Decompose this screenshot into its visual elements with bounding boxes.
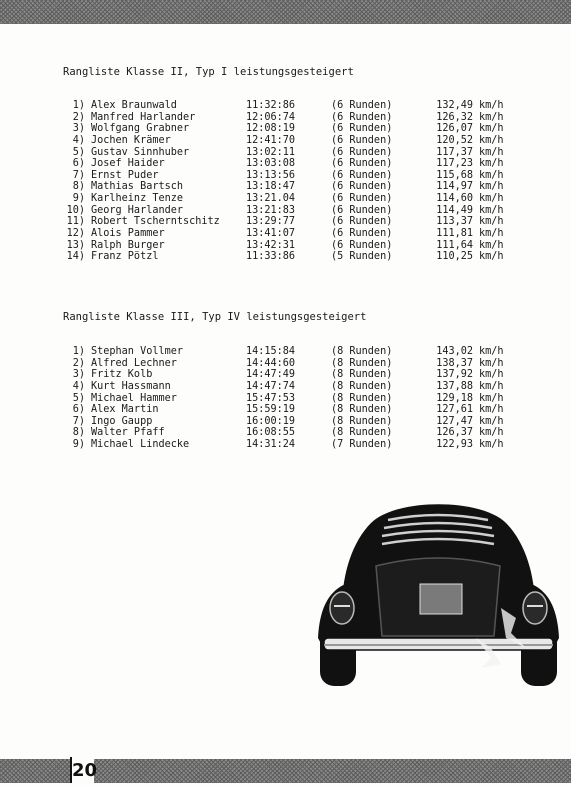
cell-rank: 2) bbox=[72, 357, 85, 369]
cell-name: Walter Pfaff bbox=[91, 427, 165, 439]
cell-unit: km/h bbox=[479, 369, 504, 381]
cell-laps: (6 Runden) bbox=[331, 193, 393, 205]
cell-name: Robert Tscherntschitz bbox=[91, 216, 220, 228]
cell-time: 13:41:07 bbox=[246, 228, 296, 240]
cell-name: Jochen Krämer bbox=[91, 134, 171, 146]
cell-name: Manfred Harlander bbox=[91, 111, 196, 123]
cell-rank: 12) bbox=[66, 228, 85, 240]
cell-unit: km/h bbox=[479, 251, 504, 263]
cell-laps: (6 Runden) bbox=[331, 228, 393, 240]
cell-unit: km/h bbox=[479, 169, 504, 181]
cell-rank: 11) bbox=[66, 216, 85, 228]
cell-laps: (6 Runden) bbox=[331, 181, 393, 193]
cell-laps: (6 Runden) bbox=[331, 134, 393, 146]
cell-unit: km/h bbox=[479, 181, 504, 193]
cell-laps: (6 Runden) bbox=[331, 239, 393, 251]
cell-rank: 8) bbox=[72, 427, 85, 439]
cell-name: Michael Hammer bbox=[91, 392, 177, 404]
cell-time: 13:21.04 bbox=[246, 193, 296, 205]
cell-time: 15:47:53 bbox=[246, 392, 296, 404]
cell-name: Ingo Gaupp bbox=[91, 415, 153, 427]
cell-rank: 14) bbox=[66, 251, 85, 263]
cell-name: Kurt Hassmann bbox=[91, 380, 171, 392]
cell-laps: (7 Runden) bbox=[331, 439, 393, 451]
cell-rank: 2) bbox=[72, 111, 85, 123]
cell-speed: 113,37 bbox=[436, 216, 473, 228]
cell-time: 13:03:08 bbox=[246, 158, 296, 170]
cell-speed: 111,64 bbox=[436, 239, 473, 251]
cell-name: Alfred Lechner bbox=[91, 357, 177, 369]
cell-time: 13:21:83 bbox=[246, 204, 296, 216]
cell-rank: 3) bbox=[72, 123, 85, 135]
cell-rank: 1) bbox=[72, 100, 85, 111]
cell-laps: (8 Runden) bbox=[331, 427, 393, 439]
cell-laps: (8 Runden) bbox=[331, 357, 393, 369]
cell-name: Ernst Puder bbox=[91, 169, 159, 181]
cell-speed: 114,97 bbox=[436, 181, 473, 193]
cell-unit: km/h bbox=[479, 439, 504, 451]
cell-laps: (6 Runden) bbox=[331, 169, 393, 181]
cell-speed: 143,02 bbox=[436, 346, 473, 357]
cell-speed: 117,23 bbox=[436, 158, 473, 170]
cell-time: 13:29:77 bbox=[246, 216, 296, 228]
cell-rank: 5) bbox=[72, 146, 85, 158]
cell-laps: (5 Runden) bbox=[331, 251, 393, 263]
cell-speed: 117,37 bbox=[436, 146, 473, 158]
cell-rank: 4) bbox=[72, 134, 85, 146]
cell-time: 14:31:24 bbox=[246, 439, 296, 451]
cell-time: 13:13:56 bbox=[246, 169, 296, 181]
cell-name: Alex Braunwald bbox=[91, 100, 177, 111]
cell-rank: 13) bbox=[66, 239, 85, 251]
cell-name: Wolfgang Grabner bbox=[91, 123, 190, 135]
cell-speed: 120,52 bbox=[436, 134, 473, 146]
cell-unit: km/h bbox=[479, 404, 504, 416]
cell-speed: 127,61 bbox=[436, 404, 473, 416]
cell-name: Georg Harlander bbox=[91, 204, 184, 216]
cell-unit: km/h bbox=[479, 146, 504, 158]
cell-time: 13:42:31 bbox=[246, 239, 296, 251]
cell-unit: km/h bbox=[479, 100, 504, 111]
cell-name: Stephan Vollmer bbox=[91, 346, 184, 357]
cell-unit: km/h bbox=[479, 216, 504, 228]
cell-speed: 126,32 bbox=[436, 111, 473, 123]
cell-time: 15:59:19 bbox=[246, 404, 296, 416]
cell-unit: km/h bbox=[479, 204, 504, 216]
cell-speed: 114,49 bbox=[436, 204, 473, 216]
cell-name: Gustav Sinnhuber bbox=[91, 146, 190, 158]
vw-beetle-rear-icon bbox=[316, 488, 561, 693]
cell-unit: km/h bbox=[479, 380, 504, 392]
cell-rank: 9) bbox=[72, 193, 85, 205]
cell-speed: 127,47 bbox=[436, 415, 473, 427]
cell-time: 14:47:74 bbox=[246, 380, 296, 392]
cell-laps: (8 Runden) bbox=[331, 380, 393, 392]
cell-speed: 137,92 bbox=[436, 369, 473, 381]
cell-name: Franz Pötzl bbox=[91, 251, 159, 263]
cell-unit: km/h bbox=[479, 357, 504, 369]
cell-unit: km/h bbox=[479, 239, 504, 251]
cell-time: 16:08:55 bbox=[246, 427, 296, 439]
cell-name: Ralph Burger bbox=[91, 239, 165, 251]
cell-laps: (6 Runden) bbox=[331, 216, 393, 228]
cell-laps: (6 Runden) bbox=[331, 123, 393, 135]
cell-laps: (6 Runden) bbox=[331, 146, 393, 158]
section-title-klasse-ii: Rangliste Klasse II, Typ I leistungsgesteigert bbox=[63, 66, 354, 78]
cell-unit: km/h bbox=[479, 134, 504, 146]
cell-name: Fritz Kolb bbox=[91, 369, 153, 381]
cell-name: Alex Martin bbox=[91, 404, 159, 416]
cell-time: 12:08:19 bbox=[246, 123, 296, 135]
cell-unit: km/h bbox=[479, 346, 504, 357]
cell-laps: (8 Runden) bbox=[331, 369, 393, 381]
cell-unit: km/h bbox=[479, 228, 504, 240]
cell-time: 13:02:11 bbox=[246, 146, 296, 158]
cell-rank: 5) bbox=[72, 392, 85, 404]
cell-laps: (6 Runden) bbox=[331, 111, 393, 123]
cell-unit: km/h bbox=[479, 193, 504, 205]
cell-speed: 126,07 bbox=[436, 123, 473, 135]
cell-rank: 1) bbox=[72, 346, 85, 357]
cell-rank: 4) bbox=[72, 380, 85, 392]
cell-speed: 137,88 bbox=[436, 380, 473, 392]
cell-rank: 10) bbox=[66, 204, 85, 216]
cell-name: Mathias Bartsch bbox=[91, 181, 184, 193]
cell-laps: (6 Runden) bbox=[331, 158, 393, 170]
cell-rank: 6) bbox=[72, 158, 85, 170]
cell-rank: 7) bbox=[72, 415, 85, 427]
cell-time: 11:32:86 bbox=[246, 100, 296, 111]
cell-unit: km/h bbox=[479, 427, 504, 439]
cell-name: Karlheinz Tenze bbox=[91, 193, 184, 205]
cell-name: Michael Lindecke bbox=[91, 439, 190, 451]
cell-laps: (6 Runden) bbox=[331, 100, 393, 111]
cell-laps: (8 Runden) bbox=[331, 346, 393, 357]
cell-speed: 111,81 bbox=[436, 228, 473, 240]
cell-speed: 110,25 bbox=[436, 251, 473, 263]
cell-unit: km/h bbox=[479, 415, 504, 427]
cell-rank: 8) bbox=[72, 181, 85, 193]
cell-speed: 126,37 bbox=[436, 427, 473, 439]
cell-time: 14:47:49 bbox=[246, 369, 296, 381]
cell-rank: 9) bbox=[72, 439, 85, 451]
cell-unit: km/h bbox=[479, 123, 504, 135]
cell-speed: 115,68 bbox=[436, 169, 473, 181]
cell-time: 12:06:74 bbox=[246, 111, 296, 123]
cell-speed: 122,93 bbox=[436, 439, 473, 451]
cell-time: 13:18:47 bbox=[246, 181, 296, 193]
page-number: 20 bbox=[70, 757, 94, 783]
cell-laps: (8 Runden) bbox=[331, 415, 393, 427]
cell-time: 12:41:70 bbox=[246, 134, 296, 146]
cell-time: 14:44:60 bbox=[246, 357, 296, 369]
cell-speed: 138,37 bbox=[436, 357, 473, 369]
cell-time: 11:33:86 bbox=[246, 251, 296, 263]
cell-unit: km/h bbox=[479, 392, 504, 404]
cell-laps: (8 Runden) bbox=[331, 404, 393, 416]
cell-unit: km/h bbox=[479, 111, 504, 123]
top-halftone-band bbox=[0, 0, 571, 24]
cell-rank: 7) bbox=[72, 169, 85, 181]
section-title-klasse-iii: Rangliste Klasse III, Typ IV leistungsgesteigert bbox=[63, 311, 367, 323]
cell-name: Josef Haider bbox=[91, 158, 165, 170]
cell-name: Alois Pammer bbox=[91, 228, 165, 240]
cell-speed: 132,49 bbox=[436, 100, 473, 111]
cell-rank: 6) bbox=[72, 404, 85, 416]
cell-rank: 3) bbox=[72, 369, 85, 381]
cell-unit: km/h bbox=[479, 158, 504, 170]
cell-laps: (6 Runden) bbox=[331, 204, 393, 216]
cell-laps: (8 Runden) bbox=[331, 392, 393, 404]
cell-time: 16:00:19 bbox=[246, 415, 296, 427]
cell-speed: 114,60 bbox=[436, 193, 473, 205]
cell-speed: 129,18 bbox=[436, 392, 473, 404]
cell-time: 14:15:84 bbox=[246, 346, 296, 357]
